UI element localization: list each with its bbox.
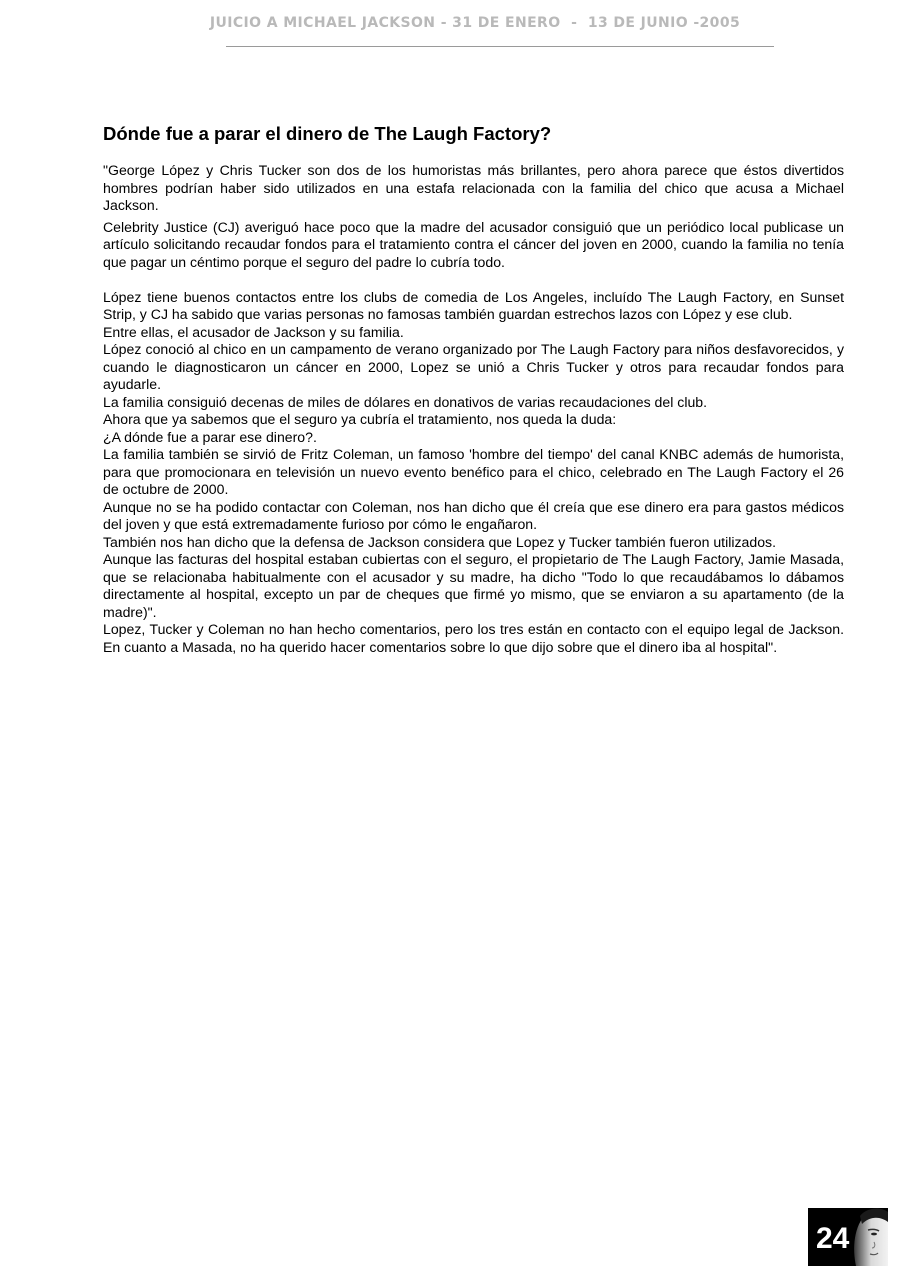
paragraph: Celebrity Justice (CJ) averiguó hace poco que la madre del acusador consiguió que un periódico local publicase un artículo solicitando recaudar fondos para el tratamiento contra el cáncer del joven en 2000, cuando la familia no tenía que pagar un céntimo porque el seguro del padre lo cubría todo.: [103, 218, 844, 270]
paragraph: Ahora que ya sabemos que el seguro ya cubría el tratamiento, nos queda la duda:: [103, 411, 617, 427]
paragraph: ¿A dónde fue a parar ese dinero?.: [103, 428, 317, 445]
paragraph: López conoció al chico en un campamento de verano organizado por The Laugh Factory para niños desfavorecidos, y cuando le diagnosticaron un cáncer en 2000, Lopez se unió a Chris Tucker y otros para recaudar fondos para ayudarle.: [103, 341, 844, 392]
paragraph: La familia también se sirvió de Fritz Coleman, un famoso 'hombre del tiempo' del canal KNBC además de humorista, para que promocionara en televisión un nuevo evento benéfico para el chico, celebrado en The Laugh Factory el 26 de octubre de 2000.: [103, 446, 844, 497]
paragraph: Aunque no se ha podido contactar con Coleman, nos han dicho que él creía que ese dinero era para gastos médicos del joven y que está extremadamente furioso por cómo le engañaron.: [103, 498, 844, 532]
running-header: JUICIO A MICHAEL JACKSON - 31 DE ENERO - 13 DE JUNIO -2005: [209, 15, 741, 31]
header-divider: [226, 46, 774, 47]
paragraph: Entre ellas, el acusador de Jackson y su familia.: [103, 323, 404, 340]
paragraph: Aunque las facturas del hospital estaban cubiertas con el seguro, el propietario de The Laugh Factory, Jamie Masada, que se relacionaba habitualmente con el acusador y su madre, ha dicho "Todo lo que recaudábamos lo dábamos directamente al hospital, excepto un par de cheques que firmé yo mismo, que se enviaron a su apartamento (de la madre)".: [103, 551, 844, 620]
article: [103, 122, 844, 656]
article-title: Dónde fue a parar el dinero de The Laugh Factory?: [103, 123, 552, 144]
paragraph: La familia consiguió decenas de miles de dólares en donativos de varias recaudaciones del club.: [103, 393, 708, 410]
paragraph: "George López y Chris Tucker son dos de los humoristas más brillantes, pero ahora parece que éstos divertidos hombres podrían haber sido utilizados en una estafa relacionada con la familia del chico que acusa a Michael Jackson.: [103, 162, 844, 213]
paragraph: Lopez, Tucker y Coleman no han hecho comentarios, pero los tres están en contacto con el equipo legal de Jackson. En cuanto a Masada, no ha querido hacer comentarios sobre lo que dijo sobre que el dinero iba al hospital".: [103, 621, 844, 655]
paragraph: López tiene buenos contactos entre los clubs de comedia de Los Angeles, incluído The Laugh Factory, en Sunset Strip, y CJ ha sabido que varias personas no famosas también guardan estrechos lazos con López y ese club.: [103, 288, 844, 322]
page-number: 24: [816, 1222, 850, 1255]
page-number-badge: [808, 1208, 888, 1266]
paragraph: También nos han dicho que la defensa de Jackson considera que Lopez y Tucker también fueron utilizados.: [103, 533, 777, 550]
